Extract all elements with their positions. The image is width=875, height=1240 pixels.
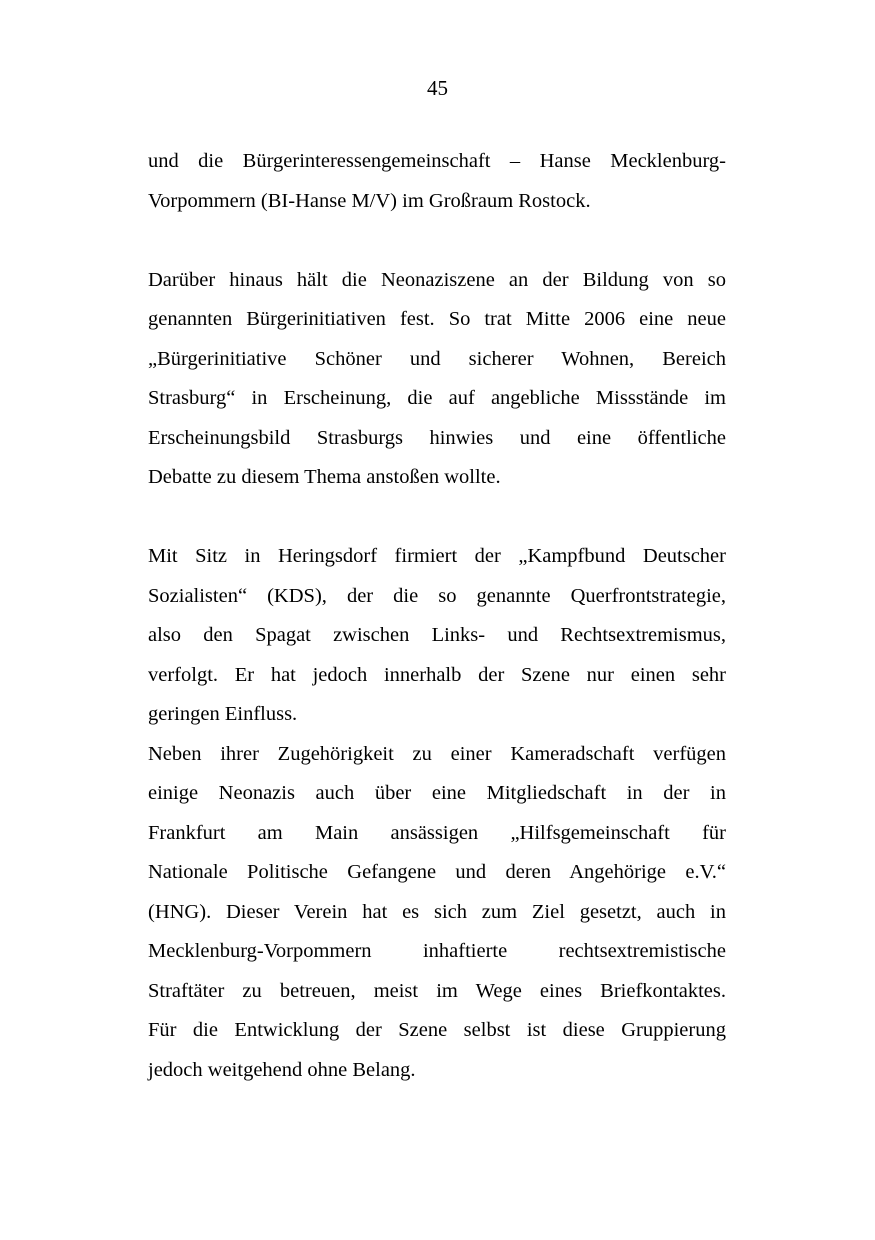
body-text [148,142,726,1090]
text-line: einige Neonazis auch über eine Mitgliedschaft in der in [148,782,726,804]
text-line: Strasburg“ in Erscheinung, die auf angebliche Missstände im [148,387,726,409]
text-line: Mecklenburg-Vorpommern inhaftierte rechtsextremistische [148,940,726,962]
paragraph-3 [148,537,726,735]
paragraph-4 [148,735,726,1091]
text-line: Darüber hinaus hält die Neonaziszene an der Bildung von so [148,268,726,291]
text-line: jedoch weitgehend ohne Belang. [148,1058,416,1081]
text-line: Für die Entwicklung der Szene selbst ist diese Gruppierung [148,1019,726,1041]
paragraph-gap [148,221,726,261]
text-line: (HNG). Dieser Verein hat es sich zum Ziel gesetzt, auch in [148,900,726,923]
paragraph-gap [148,498,726,538]
text-line: also den Spagat zwischen Links- und Rechtsextremismus, [148,624,726,646]
text-line: verfolgt. Er hat jedoch innerhalb der Szene nur einen sehr [148,663,726,686]
text-line: Debatte zu diesem Thema anstoßen wollte. [148,466,501,488]
text-line: Nationale Politische Gefangene und deren Angehörige e.V.“ [148,861,726,883]
paragraph-1 [148,142,726,221]
text-line: Frankfurt am Main ansässigen „Hilfsgemeinschaft für [148,821,726,844]
text-line: Sozialisten“ (KDS), der die so genannte Querfrontstrategie, [148,584,726,607]
text-line: Straftäter zu betreuen, meist im Wege eines Briefkontaktes. [148,979,726,1002]
text-line: Vorpommern (BI-Hanse M/V) im Großraum Rostock. [148,189,591,212]
text-line: Erscheinungsbild Strasburgs hinwies und eine öffentliche [148,426,726,449]
paragraph-2 [148,261,726,498]
page-number: 45 [427,76,448,100]
text-line: genannten Bürgerinitiativen fest. So trat Mitte 2006 eine neue [148,308,726,330]
text-line: und die Bürgerinteressengemeinschaft – Hanse Mecklenburg- [148,150,726,172]
text-line: „Bürgerinitiative Schöner und sicherer Wohnen, Bereich [148,347,726,370]
text-line: geringen Einfluss. [148,703,298,725]
text-line: Neben ihrer Zugehörigkeit zu einer Kameradschaft verfügen [148,742,726,765]
text-line: Mit Sitz in Heringsdorf firmiert der „Kampfbund Deutscher [148,545,726,567]
